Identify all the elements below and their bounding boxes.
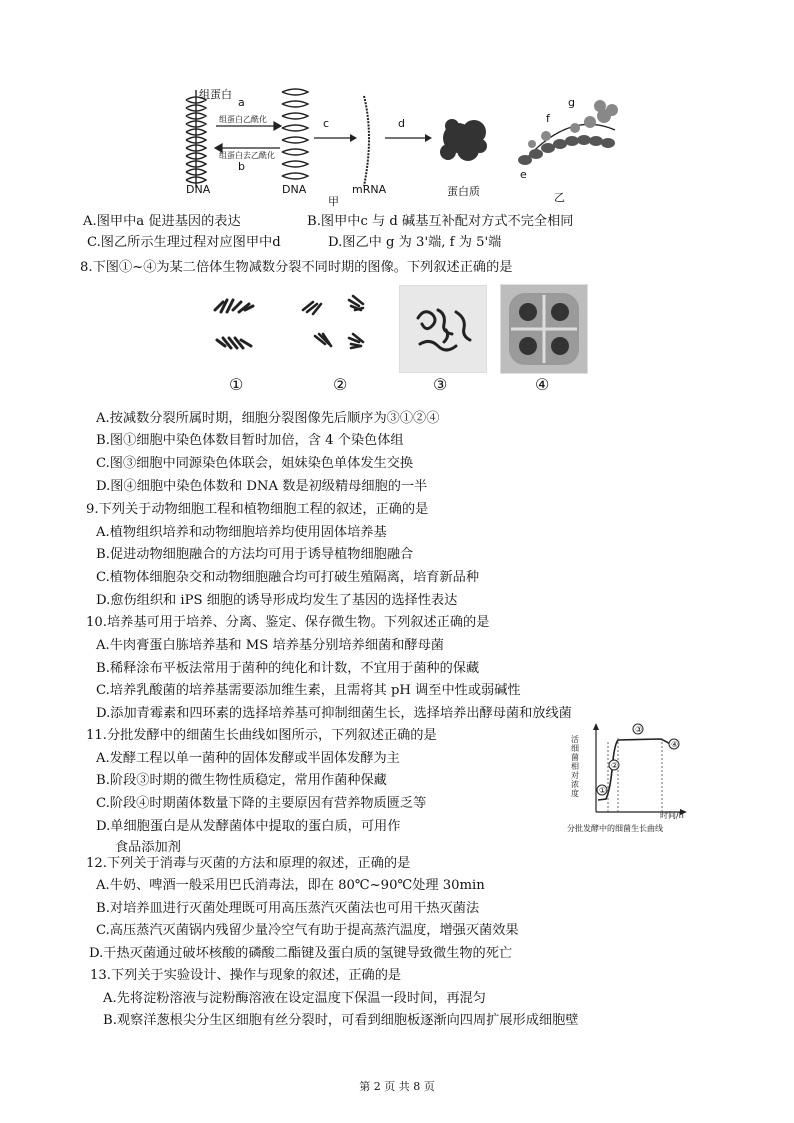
meiosis-photo-4 (500, 284, 588, 374)
q12-option-d: D.干热灭菌通过破坏核酸的磷酸二酯键及蛋白质的氢键导致微生物的死亡 (89, 946, 513, 961)
q12-stem: 12.下列关于消毒与灭菌的方法和原理的叙述，正确的是 (86, 856, 411, 871)
chart-phase-2: ② (611, 761, 619, 770)
q11-option-d-line1: D.单细胞蛋白是从发酵菌体中提取的蛋白质，可用作 (96, 819, 401, 834)
mrna-strand (364, 96, 369, 186)
q9-option-d: D.愈伤组织和 iPS 细胞的诱导形成均发生了基因的选择性表达 (96, 593, 458, 608)
meiosis-photo-3 (399, 285, 487, 373)
condensed-dna-coil (186, 90, 206, 188)
q9-option-a: A.植物组织培养和动物细胞培养均使用固体培养基 (96, 525, 387, 540)
q11-option-a: A.发酵工程以单一菌种的固体发酵或半固体发酵为主 (96, 751, 400, 766)
q12-option-a: A.牛奶、啤酒一般采用巴氏消毒法，即在 80℃~90℃处理 30min (96, 878, 485, 893)
mrna-label: mRNA (352, 183, 387, 196)
g-label: g (568, 96, 575, 109)
q11-option-d-line2: 食品添加剂 (115, 840, 181, 855)
f-label: f (546, 112, 550, 125)
q11-option-b: B.阶段③时期的微生物性质稳定，常用作菌种保藏 (96, 773, 387, 788)
chart-ylabel: 活细菌相对浓度 (571, 735, 579, 798)
chart-phase-3: ③ (635, 725, 643, 734)
growth-curve (598, 739, 670, 800)
protein-label: 蛋白质 (447, 185, 480, 198)
polysome-figure (518, 100, 618, 165)
histone-label: 组蛋白 (199, 88, 232, 101)
q11-option-c: C.阶段④时期菌体数量下降的主要原因有营养物质匮乏等 (96, 796, 427, 811)
q9-option-b: B.促进动物细胞融合的方法均可用于诱导植物细胞融合 (96, 547, 414, 562)
q13-option-b: B.观察洋葱根尖分生区细胞有丝分裂时，可看到细胞板逐渐向四周扩展形成细胞壁 (103, 1013, 579, 1028)
q10-option-a: A.牛肉膏蛋白胨培养基和 MS 培养基分别培养细菌和酵母菌 (96, 638, 444, 653)
loose-dna-coil (282, 89, 308, 179)
protein-blob (440, 119, 487, 161)
q8-option-b: B.图①细胞中染色体数目暂时加倍，含 4 个染色体组 (96, 433, 404, 448)
meiosis-label-2: ② (333, 375, 348, 394)
dna-left-label: DNA (186, 183, 211, 196)
q7-option-d: D.图乙中 g 为 3'端, f 为 5'端 (328, 235, 502, 250)
arrow-c-label: c (323, 117, 330, 130)
acetylation-label: 组蛋白乙酰化 (219, 115, 267, 124)
q7-option-c: C.图乙所示生理过程对应图甲中d (87, 235, 281, 250)
q7-option-a: A.图甲中a 促进基因的表达 (83, 214, 241, 229)
arrow-b-label: b (238, 160, 245, 173)
e-label: e (520, 168, 527, 181)
q10-option-b: B.稀释涂布平板法常用于菌种的纯化和计数，不宜用于菌种的保藏 (96, 661, 480, 676)
q8-option-d: D.图④细胞中染色体数和 DNA 数是初级精母细胞的一半 (96, 479, 428, 494)
arrow-d-label: d (398, 117, 405, 130)
page-footer: 第 2 页 共 8 页 (359, 1080, 435, 1093)
q8-stem: 8.下图①~④为某二倍体生物减数分裂不同时期的图像。下列叙述正确的是 (80, 260, 513, 275)
meiosis-figure-2 (295, 288, 380, 358)
q8-option-c: C.图③细胞中同源染色体联会，姐妹染色单体发生交换 (96, 456, 414, 471)
dna-right-label: DNA (282, 183, 307, 196)
chart-phase-4: ④ (671, 740, 679, 749)
jia-label: 甲 (328, 195, 339, 208)
q12-option-c: C.高压蒸汽灭菌锅内残留少量冷空气有助于提高蒸汽温度，增强灭菌效果 (96, 923, 519, 938)
chart-phase-1: ① (599, 786, 607, 795)
q11-stem: 11.分批发酵中的细菌生长曲线如图所示，下列叙述正确的是 (86, 728, 437, 743)
q10-option-d: D.添加青霉素和四环素的选择培养基可抑制细菌生长，选择培养出酵母菌和放线菌 (96, 706, 572, 721)
chart-xlabel: 时间/h (660, 811, 684, 820)
q9-option-c: C.植物体细胞杂交和动物细胞融合均可打破生殖隔离，培育新品种 (96, 570, 480, 585)
q13-option-a: A.先将淀粉溶液与淀粉酶溶液在设定温度下保温一段时间，再混匀 (103, 991, 486, 1006)
q10-option-c: C.培养乳酸菌的培养基需要添加维生素，且需将其 pH 调至中性或弱碱性 (96, 683, 521, 698)
chart-caption: 分批发酵中的细菌生长曲线 (567, 824, 663, 833)
meiosis-label-1: ① (229, 375, 244, 394)
meiosis-label-3: ③ (433, 375, 448, 394)
meiosis-figure-1 (205, 288, 285, 358)
q10-stem: 10.培养基可用于培养、分离、鉴定、保存微生物。下列叙述正确的是 (86, 615, 490, 630)
meiosis-label-4: ④ (535, 375, 550, 394)
q9-stem: 9.下列关于动物细胞工程和植物细胞工程的叙述，正确的是 (86, 502, 429, 517)
arrow-a-label: a (238, 96, 245, 109)
q7-option-b: B.图甲中c 与 d 碱基互补配对方式不完全相同 (307, 214, 574, 229)
deacetylation-label: 组蛋白去乙酰化 (219, 151, 275, 160)
q8-option-a: A.按减数分裂所属时期，细胞分裂图像先后顺序为③①②④ (96, 411, 440, 426)
yi-label: 乙 (554, 191, 565, 204)
q13-stem: 13.下列关于实验设计、操作与现象的叙述，正确的是 (90, 968, 402, 983)
q12-option-b: B.对培养皿进行灭菌处理既可用高压蒸汽灭菌法也可用干热灭菌法 (96, 901, 480, 916)
